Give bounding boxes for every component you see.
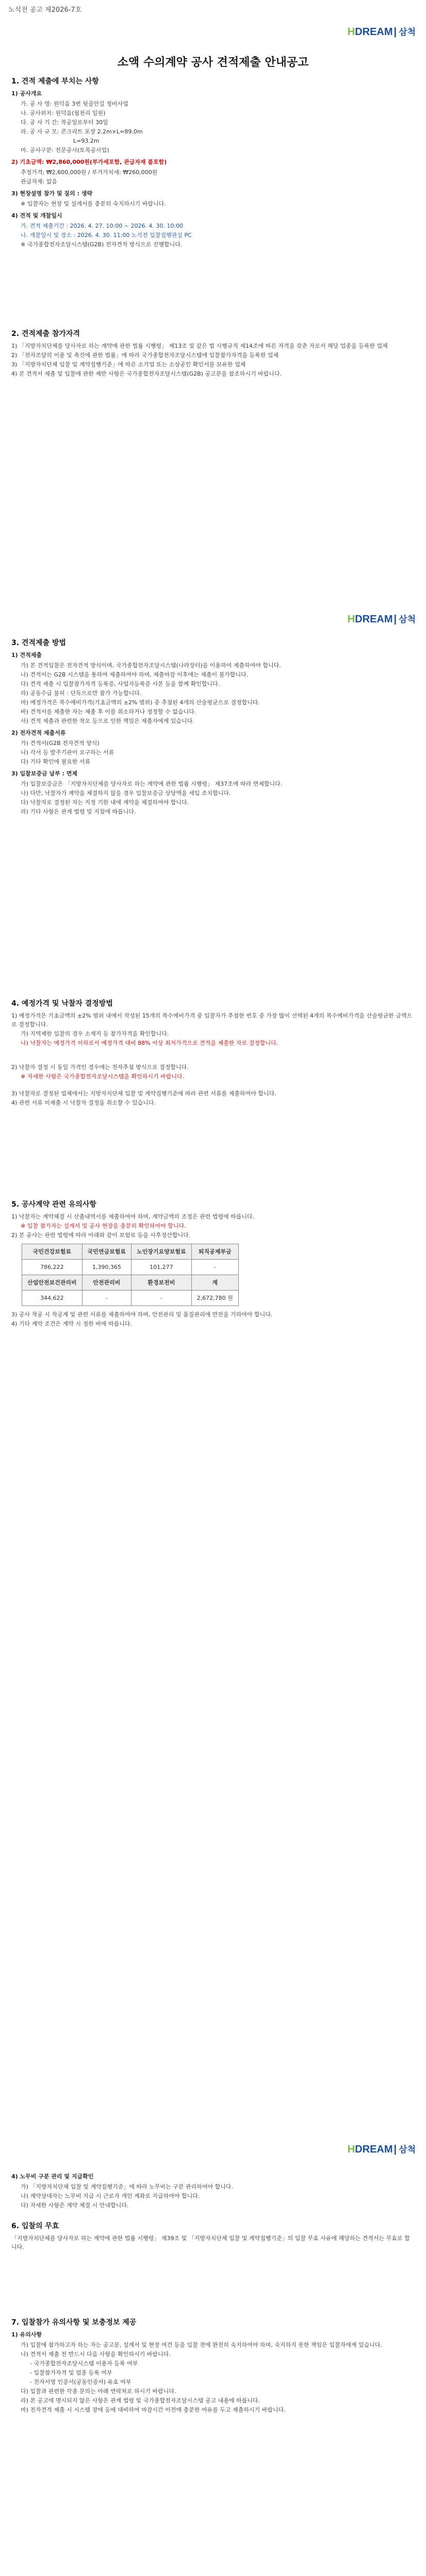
- submission-rule-2: 나) 견적서는 G2B 시스템을 통하여 제출하여야 하며, 제출마감 이후에는 제출이 불가합니다.: [21, 671, 249, 678]
- section-4-title: 4. 예정가격 및 낙찰자 결정방법: [11, 999, 113, 1008]
- project-scale: 라. 공 사 규 모: 콘크리트 포장 2.2m×L=89.0m: [21, 128, 143, 135]
- bond-heading: 3) 입찰보증금 납부 : 면제: [11, 770, 78, 777]
- labor-rule-3: 다) 자세한 사항은 계약 체결 시 안내합니다.: [21, 2202, 129, 2209]
- table-cell: 2,672,780 원: [191, 1291, 238, 1306]
- submission-rule-6: 바) 견적서를 제출한 자는 제출 후 이를 취소하거나 정정할 수 없습니다.: [21, 708, 196, 715]
- government-materials: 관급자재: 없음: [21, 178, 57, 185]
- table-header: 환경보전비: [132, 1275, 192, 1291]
- schedule-heading: 4) 견적 및 개찰일시: [11, 212, 62, 219]
- page-title: 소액 수의계약 공사 견적제출 안내공고: [117, 56, 309, 69]
- table-cell: 101,277: [132, 1260, 192, 1275]
- caution-1: 가) 입찰에 참가하고자 하는 자는 공고문, 설계서 및 현장 여건 등을 입찰 전에 완전히 숙지하여야 하며, 숙지하지 못한 책임은 입찰자에게 있습니다.: [21, 2342, 383, 2348]
- qualification-4: 4) 본 견적서 제출 및 입찰에 관한 제반 사항은 국가종합전자조달시스템(G2B) 공고문을 참조하시기 바랍니다.: [11, 370, 282, 377]
- project-type: 마. 공사구분: 전문공사(토목공사업): [21, 147, 109, 154]
- section-3-title: 3. 견적제출 방법: [11, 639, 66, 647]
- award-cancel: 4) 관련 서류 미제출 시 낙찰자 결정을 취소할 수 있습니다.: [11, 1099, 156, 1106]
- table-header: 국민건강보험료: [22, 1244, 83, 1260]
- caution-4: 라) 본 공고에 명시되지 않은 사항은 관계 법령 및 국가종합전자조달시스템 공고 내용에 따릅니다.: [21, 2397, 260, 2404]
- section-1-title: 1. 견적 제출에 부치는 사항: [11, 77, 99, 86]
- submission-rule-4: 라) 공동수급 불허 : 단독으로만 참가 가능합니다.: [21, 690, 142, 697]
- section-3: [11, 639, 415, 817]
- caution-2c: - 전자서명 인증서(공동인증서) 유효 여부: [30, 2379, 132, 2385]
- section-4: [11, 999, 415, 1108]
- section-5-title: 5. 공사계약 관련 유의사항: [11, 1200, 96, 1209]
- insurance-table: [22, 1244, 239, 1306]
- qualification-3: 3) 「지방자치단체 입찰 및 계약집행기준」에 따른 소기업 또는 소상공인 확인서를 보유한 업체: [11, 361, 246, 368]
- labor-rule-1: 가) 「지방자치단체 입찰 및 계약집행기준」에 따라 노무비는 구분 관리하여야 합니다.: [21, 2183, 233, 2190]
- site-note: ※ 입찰자는 현장 및 설계서를 충분히 숙지하시기 바랍니다.: [21, 200, 166, 207]
- section-1: [11, 77, 415, 249]
- insurance-rule: 2) 본 공사는 관련 법령에 따라 아래와 같이 보험료 등을 사후정산합니다.: [11, 1232, 191, 1239]
- section-5: [11, 1200, 415, 1329]
- price-rule-2: 가) 지역제한 입찰의 경우 소재지 등 참가자격을 확인합니다.: [21, 1030, 169, 1037]
- contract-note: ※ 입찰 참가자는 설계서 및 공사 현장을 충분히 확인하여야 합니다.: [21, 1223, 186, 1229]
- section-6: [11, 2169, 415, 2252]
- table-cell: 786,222: [22, 1260, 83, 1275]
- labor-heading: 4) 노무비 구분 관리 및 지급확인: [11, 2173, 94, 2180]
- qualification-1: 1) 「지방자치단체를 당사자로 하는 계약에 관한 법률 시행령」 제13조 및 같은 법 시행규칙 제14조에 따른 자격을 갖춘 자로서 해당 업종을 등록한 업체: [11, 343, 388, 349]
- hdream-logo-2: H DREAM | 삼척: [347, 614, 416, 625]
- project-scale-cont: L=93.2m: [73, 138, 100, 144]
- project-period: 다. 공 사 기 간: 착공일로부터 30일: [21, 119, 108, 126]
- labor-rule-2: 나) 계약상대자는 노무비 지급 시 근로자 개인 계좌로 지급하여야 합니다.: [21, 2193, 200, 2199]
- award-rule: 나) 낙찰자는 예정가격 이하로서 예정가격 대비 88% 이상 최저가격으로 견적을 제출한 자로 결정합니다.: [21, 1040, 278, 1046]
- submission-rule-7: 사) 견적 제출과 관련한 착오 등으로 인한 책임은 제출자에게 있습니다.: [21, 718, 194, 724]
- submission-rule-3: 다) 견적 제출 시 입찰참가자격 등록증, 사업자등록증 사본 등을 함께 확인합니다.: [21, 681, 220, 687]
- caution-5: 마) 전자견적 제출 시 시스템 장애 등에 대비하여 마감시간 이전에 충분한 여유를 두고 제출하시기 바랍니다.: [21, 2406, 286, 2413]
- section-7: [11, 2318, 415, 2415]
- hdream-logo-3: H DREAM | 삼척: [347, 2144, 416, 2155]
- tie-rule: 2) 낙찰자 결정 시 동일 가격인 경우에는 전자추첨 방식으로 결정합니다.: [11, 1064, 189, 1071]
- project-overview-heading: 1) 공사개요: [11, 90, 42, 97]
- submission-rule-1: 가) 본 견적입찰은 전자견적 방식이며, 국가종합전자조달시스템(나라장터)을 이용하여 제출하여야 합니다.: [21, 662, 281, 669]
- award-docs: 3) 낙찰자로 결정된 업체에서는 지방자치단체 입찰 및 계약집행기준에 따라 관련 서류를 제출하여야 합니다.: [11, 1090, 276, 1097]
- contract-rule-1: 1) 낙찰자는 계약체결 시 산출내역서를 제출하여야 하며, 계약금액의 조정은 관련 법령에 따릅니다.: [11, 1213, 255, 1220]
- table-cell: 1,390,365: [82, 1260, 131, 1275]
- caution-2: 나) 견적서 제출 전 반드시 다음 사항을 확인하시기 바랍니다.: [21, 2351, 171, 2358]
- table-header: 계: [191, 1275, 238, 1291]
- section-2-title: 2. 견적제출 참가자격: [11, 330, 80, 338]
- caution-2b: - 입찰참가자격 및 업종 등록 여부: [30, 2369, 112, 2376]
- notice-number: 노석전 공고 제2026-7호: [8, 6, 82, 14]
- table-cell: -: [132, 1291, 192, 1306]
- document-1: 가) 견적서(G2B 전자견적 양식): [21, 740, 100, 747]
- table-header: 산업안전보건관리비: [22, 1275, 83, 1291]
- hdream-logo: H DREAM | 삼척: [347, 26, 416, 38]
- base-price: 2) 기초금액: ₩2,860,000원(부가세포함, 관급자재 불포함): [11, 159, 167, 165]
- submission-heading: 1) 견적제출: [11, 652, 42, 658]
- caution-3: 다) 입찰과 관련한 각종 문의는 아래 연락처로 하시기 바랍니다.: [21, 2388, 176, 2395]
- project-name: 가. 공 사 명: 원덕읍 3번 뒷골안길 정비사업: [21, 100, 128, 107]
- contract-rule-3: 3) 공사 착공 시 착공계 및 관련 서류를 제출하여야 하며, 안전관리 및 품질관리에 만전을 기하여야 합니다.: [11, 1311, 273, 1318]
- submission-period: 가. 견적 제출기간 : 2026. 4. 27. 10:00 ~ 2026. 4. 30. 10:00: [21, 223, 184, 229]
- bond-rule-1: 가) 입찰보증금은 「지방자치단체를 당사자로 하는 계약에 관한 법률 시행령」 제37조에 따라 면제합니다.: [21, 781, 283, 787]
- project-location: 나. 공사위치: 원덕읍(월천리 일원): [21, 110, 106, 116]
- document-3: 다) 기타 확인에 필요한 서류: [21, 758, 91, 765]
- section-2: [11, 330, 415, 379]
- table-cell: 344,622: [22, 1291, 83, 1306]
- table-header: 국민연금보험료: [82, 1244, 131, 1260]
- bond-rule-3: 다) 낙찰자로 결정된 자는 지정 기한 내에 계약을 체결하여야 합니다.: [21, 799, 189, 806]
- table-cell: -: [191, 1260, 238, 1275]
- table-header: 노인장기요양보험료: [132, 1244, 192, 1260]
- invalid-rule: 「지방자치단체를 당사자로 하는 계약에 관한 법률 시행령」 제39조 및 「지방자치단체 입찰 및 계약집행기준」의 입찰 무효 사유에 해당하는 견적서는 무효로 합니다.: [11, 2235, 410, 2250]
- tie-note: ※ 자세한 사항은 국가종합전자조달시스템을 확인하시기 바랍니다.: [21, 1073, 185, 1080]
- caution-2a: - 국가종합전자조달시스템 이용자 등록 여부: [30, 2360, 138, 2367]
- caution-heading: 1) 유의사항: [11, 2331, 42, 2338]
- document-2: 나) 각서 등 발주기관이 요구하는 서류: [21, 749, 114, 756]
- schedule-note: ※ 국가종합전자조달시스템(G2B) 전자견적 방식으로 진행합니다.: [21, 241, 183, 248]
- site-explanation: 3) 현장설명 참가 및 질의 : 생략: [11, 190, 92, 197]
- submission-rule-5: 마) 예정가격은 복수예비가격(기초금액의 ±2% 범위) 중 추첨된 4개의 산술평균으로 결정합니다.: [21, 699, 260, 706]
- opening-datetime: 나. 개찰일시 및 장소 : 2026. 4. 30. 11:00 노석전 입찰집행관실 PC: [21, 232, 192, 239]
- table-cell: -: [82, 1291, 131, 1306]
- bond-rule-4: 라) 기타 사항은 관계 법령 및 지침에 따릅니다.: [21, 808, 136, 815]
- estimated-price: 추정가격: ₩2,600,000원 / 부가가치세: ₩260,000원: [21, 169, 158, 176]
- table-header: 안전관리비: [82, 1275, 131, 1291]
- table-header: 퇴직공제부금: [191, 1244, 238, 1260]
- documents-heading: 2) 전자견적 제출서류: [11, 730, 66, 736]
- price-rule-1: 1) 예정가격은 기초금액의 ±2% 범위 내에서 작성된 15개의 복수예비가격 중 입찰자가 추첨한 번호 중 가장 많이 선택된 4개의 복수예비가격을 산술평균한 금액으로 결정합니다.: [11, 1012, 413, 1028]
- section-6-title: 6. 입찰의 무효: [11, 2222, 59, 2230]
- section-7-title: 7. 입찰참가 유의사항 및 보충정보 제공: [11, 2318, 137, 2327]
- qualification-2: 2) 「전자조달의 이용 및 촉진에 관한 법률」에 따라 국가종합전자조달시스템에 입찰참가자격을 등록한 업체: [11, 352, 279, 359]
- contract-rule-4: 4) 기타 계약 조건은 계약 시 정한 바에 따릅니다.: [11, 1320, 133, 1327]
- bond-rule-2: 나) 다만, 낙찰자가 계약을 체결하지 않을 경우 입찰보증금 상당액을 세입 조치합니다.: [21, 790, 231, 796]
